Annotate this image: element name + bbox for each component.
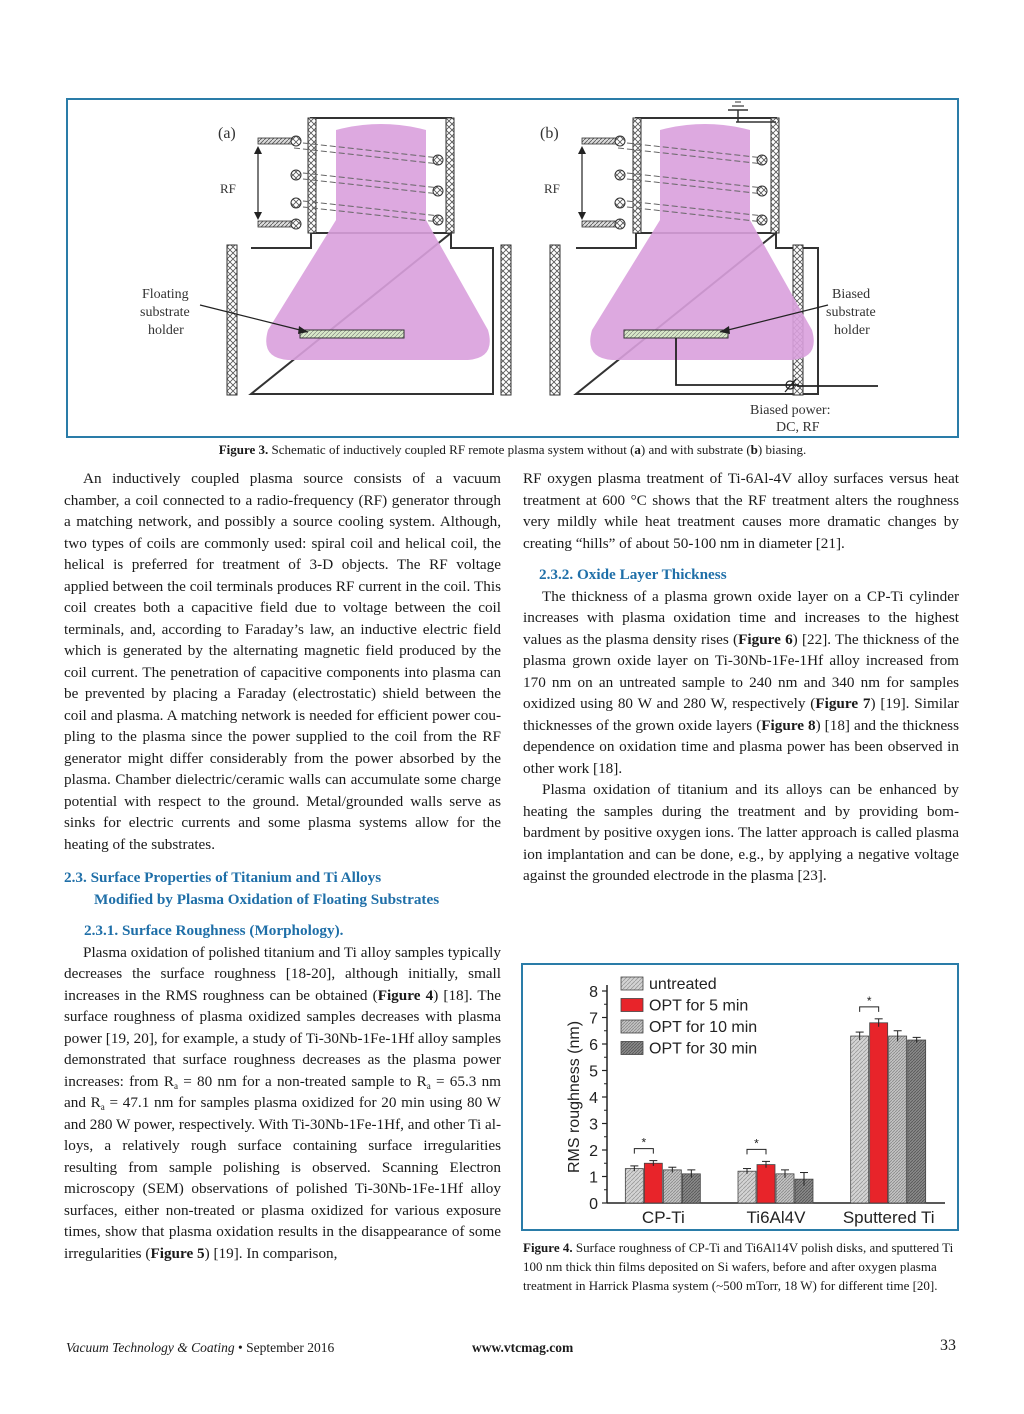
biased-power-label-2: DC, RF [776, 420, 820, 435]
left-p2-text-c: = 80 nm for a non-treated sample to R [177, 1072, 427, 1090]
bar-cp-ti-2 [663, 1170, 681, 1203]
figure-3-caption-label: Figure 3. [218, 442, 269, 457]
y-tick-label: 0 [589, 1196, 598, 1213]
rf-label-b: RF [544, 181, 560, 196]
floating-label-1: Floating [142, 287, 189, 302]
right-column [523, 468, 959, 887]
left-p2-sub-2: a [426, 1080, 431, 1091]
y-tick-label: 4 [589, 1090, 598, 1107]
bar-cp-ti-3 [682, 1174, 700, 1203]
left-p2-text-e: = 47.1 nm for samples plasma oxidized for 20 min using 80 W and 280 W power, respectively. With Ti-30Nb-1Fe-1Hf, and other Ti alloys, a relatively rough surface containing surface irregularities resulting from sample polishing is observed. Scanning Electron microscopy (SEM) observations of polished Ti-30Nb-1Fe-1Hf alloy surfaces, either non-treated or plasma oxidized for various exposure times, show that plasma oxidation results in the disappearance of some irregularities ( [64, 1094, 502, 1262]
figure-3-caption-text-2: ) and with substrate ( [640, 442, 751, 457]
bar-ti6al4v-0 [738, 1171, 756, 1203]
x-category-label: Sputtered Ti [842, 1208, 935, 1227]
footer-journal-name: Vacuum Technology & Coating [66, 1340, 235, 1355]
figure-5-reference: Figure 5 [150, 1244, 205, 1262]
left-column [64, 468, 501, 1264]
panel-a-schematic [200, 118, 511, 395]
figure-3-caption-text-3: ) biasing. [757, 442, 807, 457]
y-tick-label: 5 [589, 1063, 598, 1081]
right-p2-text-c: ) [19]. Similar thicknesses of the grown oxide layers ( [523, 695, 959, 734]
panel-b-schematic [550, 102, 878, 395]
left-p2-sub-3: a [100, 1102, 105, 1112]
bar-cp-ti-0 [625, 1169, 643, 1203]
floating-label-3: holder [148, 323, 184, 338]
legend-swatch-2 [621, 1020, 643, 1033]
x-category-label: CP-Ti [641, 1208, 685, 1227]
section-2-3-1-heading: 2.3.1. Surface Roughness (Morphology). [84, 922, 344, 939]
right-p2-text-d: ) [18] and the thickness dependence on oxidation time and plasma power has been observed in other work [18]. [523, 716, 960, 777]
biased-label-1: Biased [832, 287, 871, 302]
right-paragraph-3: Plasma oxidation of titanium and its alloys can be enhanced by heating the samples during the treatment and by providing bombardment by positive oxygen ions. The latter approach is called plasma ion implantation and can be done, e.g., by applying a negative voltage against the grounded electrode in the plasma [23]. [523, 781, 959, 884]
biased-label-2: substrate [826, 305, 876, 320]
biased-label-3: holder [834, 323, 870, 338]
footer-journal [66, 1340, 334, 1356]
floating-label-2: substrate [140, 305, 190, 320]
right-paragraph-2 [523, 586, 959, 780]
figure-7-reference: Figure 7 [815, 695, 871, 712]
figure-4-caption-text: Surface roughness of CP-Ti and Ti6Al14V polish disks, and sputtered Ti 100 nm thick thin films deposited on Si wafers, before and after oxygen plasma treatment in Harrick Plasma system (~500 mTorr, 18 W) for different time [20]. [523, 1240, 954, 1293]
bar-sputtered-ti-3 [908, 1040, 926, 1203]
footer-url[interactable]: www.vtcmag.com [472, 1340, 574, 1355]
bar-ti6al4v-1 [757, 1165, 775, 1203]
figure-3-frame [66, 98, 959, 438]
footer-date: September 2016 [246, 1340, 335, 1355]
y-tick-label: 8 [589, 984, 598, 1001]
left-p2-text-a: Plasma oxidation of polished titanium and Ti alloy samples typically decreases the surface roughness [18-20], although initially, small increases in the RMS roughness can be obtained ( [64, 943, 501, 1004]
section-2-3-2-heading: 2.3.2. Oxide Layer Thickness [539, 566, 727, 583]
bar-sputtered-ti-1 [870, 1023, 888, 1203]
y-tick-label: 2 [589, 1143, 598, 1160]
section-2-3-heading-line-2: Modified by Plasma Oxidation of Floating Substrates [94, 890, 440, 908]
left-p2-sub-1: a [173, 1080, 178, 1091]
figure-4-caption-label: Figure 4. [523, 1240, 573, 1255]
bar-cp-ti-1 [644, 1163, 662, 1203]
figure-4-frame [521, 963, 959, 1231]
legend-swatch-0 [621, 977, 643, 990]
legend-label-0: untreated [649, 976, 717, 993]
significance-star: * [641, 1135, 647, 1150]
page-number: 33 [940, 1337, 956, 1354]
legend-label-3: OPT for 30 min [649, 1040, 758, 1058]
figure-3-schematic [68, 100, 957, 436]
panel-b-label: (b) [540, 125, 559, 142]
panel-a-label: (a) [218, 125, 236, 142]
x-category-label: Ti6Al4V [746, 1208, 806, 1227]
bar-sputtered-ti-2 [889, 1036, 907, 1203]
left-paragraph-1: An inductively coupled plasma source consists of a vacuum chamber, a coil connected to a radio-frequency (RF) generator through a matching network, and possibly a source cooling system. Although, two types of coils are commonly used: spiral coil and helical coil, the helical is preferred for treatment of 3-D objects. The RF voltage applied between the coil terminals produces RF current in the coil. This coil creates both a capacitive field due to voltage between the coil terminals, and, according to Faraday’s law, an inductive electric field which is generated by the alternating magnetic field produced by the coil current. The penetration of capacitive components into plasma can be prevented by placing a Faraday (electrostatic) shield between the coil and plasma. A matching network is needed for efficient power coupling to the plasma since the power supplied to the coil from the RF generator might differ considerably from the power absorbed by the plasma. Chamber dielectric/ceramic walls can accumulate some charge potential with respect to the ground. Metal/grounded walls serve as sinks for electric currents and some plasma systems allow for the heating of the substrates. [64, 470, 501, 853]
figure-3-caption-b: b [750, 442, 758, 457]
figure-3-caption [66, 441, 959, 459]
significance-star: * [754, 1136, 759, 1151]
bar-sputtered-ti-0 [851, 1036, 869, 1203]
y-tick-label: 1 [589, 1169, 598, 1187]
figure-4-reference: Figure 4 [377, 986, 434, 1004]
figure-3-caption-text-1: Schematic of inductively coupled RF remote plasma system without ( [268, 442, 635, 457]
left-p2-text-f: ) [19]. In comparison, [204, 1244, 338, 1262]
y-tick-label: 3 [589, 1116, 598, 1134]
bar-ti6al4v-2 [776, 1174, 794, 1203]
y-axis-label: RMS roughness (nm) [566, 1020, 583, 1174]
figure-4-chart [523, 965, 957, 1229]
legend-label-1: OPT for 5 min [649, 997, 749, 1015]
y-tick-label: 6 [589, 1037, 598, 1054]
rf-label-a: RF [220, 181, 236, 196]
y-tick-label: 7 [589, 1010, 598, 1028]
legend-swatch-1 [621, 999, 643, 1012]
section-2-3-heading-line-1: 2.3. Surface Properties of Titanium and Ti Alloys [64, 869, 382, 886]
section-2-3-heading [64, 867, 501, 910]
footer-separator: • [234, 1340, 247, 1355]
significance-star: * [866, 993, 872, 1008]
biased-power-label-1: Biased power: [750, 403, 831, 418]
left-p2-text-b: ) [18]. The surface roughness of plasma oxidized samples decreases with plasma power [19, 20], for example, a study of Ti-30Nb-1Fe-1Hf alloy samples demonstrated that surface roughness decreases as the plasma power increases: from R [64, 986, 501, 1090]
figure-4-caption [523, 1238, 959, 1295]
legend-label-2: OPT for 10 min [649, 1019, 758, 1036]
right-p2-text-a: The thickness of a plasma grown oxide layer on a CP-Ti cylinder increases with plasma oxidation time and increases to the highest values as the plasma density rises ( [523, 587, 959, 648]
left-p2-text-d: = 65.3 nm and R [64, 1072, 501, 1111]
right-paragraph-1: RF oxygen plasma treatment of Ti-6Al-4V alloy surfaces versus heat treatment at 600 °C shows that the RF treatment alters the roughness very mildly while heat treatment causes more dramatic changes by creating “hills” of about 50-100 nm in diameter [21]. [523, 470, 959, 552]
figure-6-reference: Figure 6 [738, 630, 793, 648]
left-paragraph-2 [64, 942, 501, 1265]
figure-3-caption-a: a [634, 442, 641, 457]
legend-swatch-3 [621, 1042, 643, 1055]
figure-4-plot-area [566, 976, 945, 1227]
figure-8-reference: Figure 8 [761, 716, 816, 734]
right-p2-text-b: ) [22]. The thickness of the plasma grown oxide layer on Ti-30Nb-1Fe-1Hf alloy increased from 170 nm on an untreated sample to 240 nm and 340 nm for samples oxidized using 80 W and 280 W, respectively ( [523, 630, 959, 712]
